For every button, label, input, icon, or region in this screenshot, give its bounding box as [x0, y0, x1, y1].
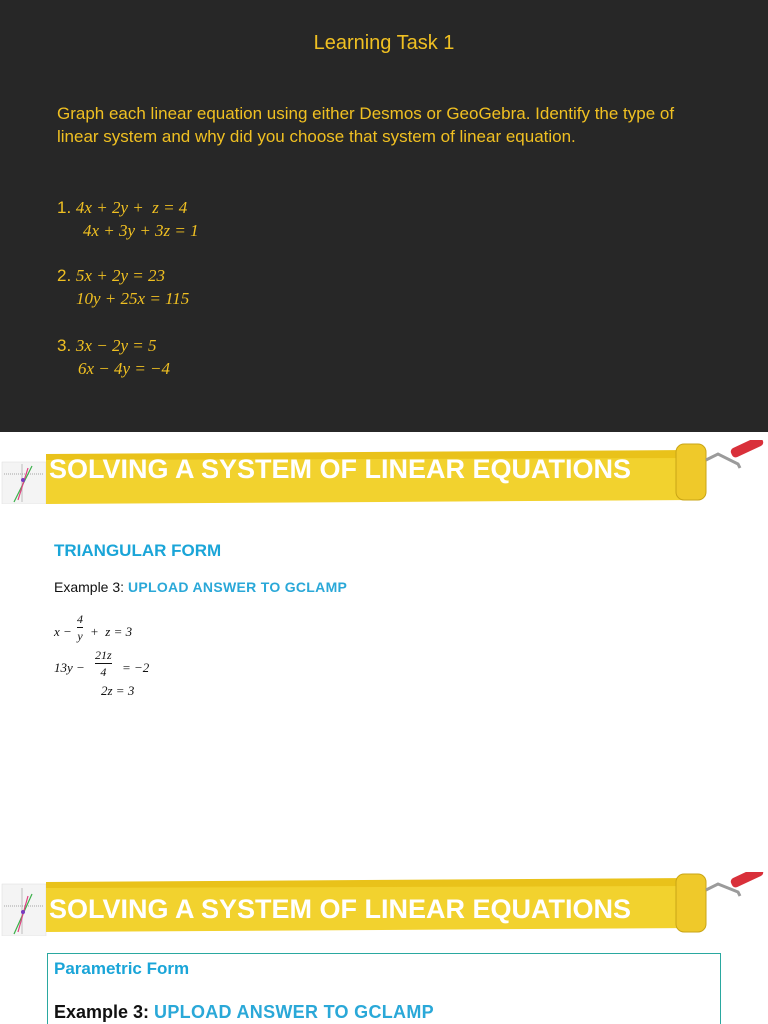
example-prefix: Example 3: [54, 579, 128, 595]
row3: 2z = 3 [101, 683, 135, 698]
banner-triangular [0, 440, 768, 504]
upload-instruction: UPLOAD ANSWER TO GCLAMP [154, 1002, 434, 1022]
equation: 5x + 2y = 23 [75, 266, 165, 285]
section-heading: TRIANGULAR FORM [54, 541, 222, 560]
banner-title: SOLVING A SYSTEM OF LINEAR EQUATIONS [49, 454, 632, 484]
equation: 4x + 3y + 3z = 1 [83, 221, 199, 240]
problem-1 [57, 196, 199, 242]
example-line [54, 579, 347, 595]
equation: 6x − 4y = −4 [78, 359, 171, 378]
slide-title: Learning Task 1 [313, 32, 455, 54]
example-line [54, 1002, 434, 1023]
banner-parametric [0, 872, 768, 936]
equation: 3x − 2y = 5 [75, 336, 157, 355]
problem-number: 2. [57, 266, 72, 285]
row1-fraction [77, 612, 83, 643]
row2-fraction [95, 648, 112, 679]
problem-2 [57, 264, 189, 310]
row1-left: x − [54, 624, 72, 639]
example-prefix: Example 3: [54, 1002, 155, 1022]
row2-left: 13y − [54, 660, 85, 675]
fraction-denominator: 4 [100, 665, 107, 679]
row2-right: = −2 [122, 660, 150, 675]
upload-instruction: UPLOAD ANSWER TO GCLAMP [127, 579, 348, 595]
learning-task-slide [0, 0, 768, 432]
instructions-text: Graph each linear equation using either Desmos or GeoGebra. Identify the type of linear system and why did you choose that system of linear equation. [57, 104, 675, 146]
banner-title: SOLVING A SYSTEM OF LINEAR EQUATIONS [49, 894, 632, 924]
equation: 10y + 25x = 115 [76, 289, 190, 308]
problem-number: 1. [57, 198, 72, 217]
section-heading: Parametric Form [54, 959, 190, 978]
row1-right: + z = 3 [90, 624, 133, 639]
triangular-system [54, 612, 254, 702]
problem-number: 3. [57, 336, 72, 355]
fraction-numerator: 4 [77, 612, 83, 626]
problem-3 [57, 334, 170, 380]
fraction-numerator: 21z [95, 648, 112, 662]
equation: 4x + 2y + z = 4 [75, 198, 188, 217]
fraction-denominator: y [77, 629, 83, 643]
